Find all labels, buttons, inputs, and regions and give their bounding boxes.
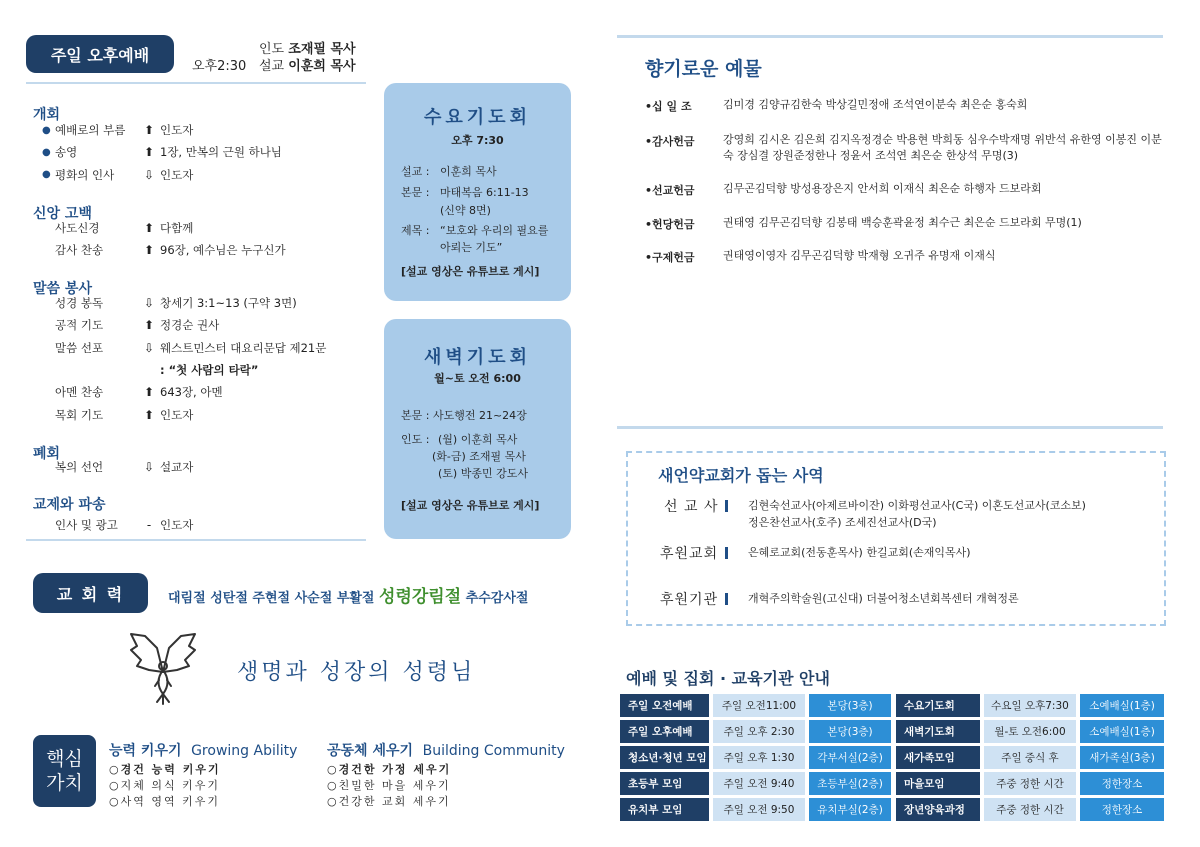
church-calendar-seasons: [168, 582, 528, 607]
missionary-line-2: 정은찬선교사(호주) 조세진선교사(D국): [748, 516, 937, 529]
missionary-line-1: 김현숙선교사(아제르바이잔) 이화평선교사(C국) 이혼도선교사(코소보): [748, 499, 1086, 512]
dash-icon: -: [146, 518, 152, 532]
schedule-time: 주일 오전 9:50: [713, 798, 805, 821]
order-row: [0, 167, 370, 183]
schedule-time: 주중 정한 시간: [984, 772, 1076, 795]
dawn-title: 새벽기도회: [424, 347, 531, 368]
order-value: 창세기 3:1~13 (구약 3면): [160, 296, 297, 310]
label-bar: [725, 547, 728, 559]
offering-names: 강영희 김시온 김은희 김지옥정경순 박용현 박희동 심우수박재명 위반석 유한영 이봉진 이분숙 장심결 장원준정한나 정윤서 조석연 최은순 한상석 무명(3): [723, 133, 1162, 162]
wednesday-subject-1: “보호와 우리의 필요를: [440, 224, 549, 237]
schedule-place: 각부서실(2층): [809, 746, 891, 769]
missionary-label: 선 교 사: [664, 499, 719, 515]
order-row: [0, 220, 370, 236]
service-title-pill: 주일 오후예배: [26, 35, 174, 73]
leader-role: 인도: [259, 42, 285, 57]
schedule-place: 소예배실(1층): [1080, 720, 1164, 743]
schedule-time: 주중 정한 시간: [984, 798, 1076, 821]
schedule-name: 유치부 모임: [620, 798, 709, 821]
order-item: 아멘 찬송: [55, 385, 104, 400]
core-col1-heading: [109, 740, 297, 760]
core-col2-item: ○친밀한 마을 세우기: [327, 779, 451, 792]
order-row: [0, 362, 370, 378]
order-value: 인도자: [160, 518, 194, 532]
order-row: [0, 407, 370, 423]
dawn-prayer-box: [384, 319, 571, 539]
order-value: 설교자: [160, 460, 194, 474]
dawn-leader-2: (화-금) 조재필 목사: [432, 450, 526, 463]
calendar-theme: 생명과 성장의 성령님: [237, 660, 476, 685]
schedule-place: 본당(3층): [809, 720, 891, 743]
dawn-note: [설교 영상은 유튜브로 게시]: [401, 499, 540, 512]
divider: [26, 539, 366, 541]
schedule-name: 청소년·청년 모임: [620, 746, 709, 769]
order-row: [0, 144, 370, 160]
org-label: 후원기관: [660, 592, 719, 608]
dove-icon: [127, 628, 199, 706]
schedule-time: 월-토 오전6:00: [984, 720, 1076, 743]
schedule-time: 주일 오후 2:30: [713, 720, 805, 743]
dawn-time: 월~토 오전 6:00: [434, 372, 521, 385]
divider: [617, 426, 1163, 429]
wednesday-prayer-box: [384, 83, 571, 301]
divider: [26, 82, 366, 84]
divider: [617, 35, 1163, 38]
schedule-place: 유치부실(2층): [809, 798, 891, 821]
ministry-box-left-edge: [626, 451, 628, 626]
label-bar: [725, 500, 728, 512]
core-col1-item: ○사역 영역 키우기: [109, 795, 220, 808]
dawn-leader-label: 인도 :: [401, 433, 430, 446]
order-row: [0, 317, 370, 333]
church-calendar-pill: 교 회 력: [33, 573, 148, 613]
wednesday-title: 수요기도회: [424, 107, 531, 128]
offering-names: 김무곤김덕향 방성용장은지 안서희 이재식 최은순 하행자 드보라회: [723, 182, 1042, 195]
schedule-name: 새가족모임: [896, 746, 980, 769]
stand-arrow-icon: ⬆: [143, 385, 155, 400]
schedule-place: 소예배실(1층): [1080, 694, 1164, 717]
schedule-place: 본당(3층): [809, 694, 891, 717]
wednesday-text: 마태복음 6:11-13: [440, 186, 529, 199]
core-col1-en: Growing Ability: [191, 743, 298, 759]
order-item: 말씀 선포: [55, 340, 104, 355]
schedule-name: 새벽기도회: [896, 720, 980, 743]
bullet-icon: ●: [42, 146, 51, 158]
wednesday-text-label: 본문 :: [401, 186, 430, 199]
order-value: 96장, 예수님은 누구신가: [160, 243, 286, 258]
stand-arrow-icon: ⬆: [143, 407, 155, 422]
schedule-name: 수요기도회: [896, 694, 980, 717]
order-row: [0, 340, 370, 356]
core-col1-item: ○지체 의식 키우기: [109, 779, 220, 792]
order-value: 인도자: [160, 407, 194, 422]
calendar-last: 추수감사절: [465, 591, 529, 606]
core-col2-en: Building Community: [422, 743, 565, 759]
schedule-title: 예배 및 집회 · 교육기관 안내: [626, 669, 830, 688]
dawn-leader-1: (월) 이훈희 목사: [438, 433, 518, 446]
order-row: [0, 242, 370, 258]
wednesday-subject-2: 아뢰는 기도”: [440, 241, 503, 254]
sit-arrow-icon: ⇩: [143, 296, 155, 310]
order-value: 인도자: [160, 167, 194, 182]
wednesday-preacher-label: 설교 :: [401, 165, 430, 178]
core-col2-item: ○경건한 가정 세우기: [327, 763, 452, 776]
preacher-role: 설교: [259, 59, 285, 74]
order-item: 사도신경: [55, 221, 100, 235]
order-item: 목회 기도: [55, 407, 104, 422]
schedule-place: 정한장소: [1080, 772, 1164, 795]
order-item: 복의 선언: [55, 460, 104, 474]
core-col2-heading: [327, 740, 565, 760]
offering-label: •선교헌금: [645, 184, 695, 197]
stand-arrow-icon: ⬆: [143, 243, 155, 258]
order-item: 성경 봉독: [55, 296, 104, 310]
stand-arrow-icon: ⬆: [143, 318, 155, 333]
sit-arrow-icon: ⇩: [143, 340, 155, 355]
core-col1-title: 능력 키우기: [109, 743, 182, 759]
calendar-seasons: 대림절 성탄절 주현절 사순절 부활절: [168, 591, 375, 606]
order-value: 정경순 권사: [160, 318, 220, 333]
schedule-time: 주일 오전11:00: [713, 694, 805, 717]
stand-arrow-icon: ⬆: [143, 221, 155, 235]
schedule-place: 새가족실(3층): [1080, 746, 1164, 769]
core-col2-item: ○건강한 교회 세우기: [327, 795, 451, 808]
offering-label: •감사헌금: [645, 135, 695, 148]
schedule-time: 주일 중식 후: [984, 746, 1076, 769]
offering-label: •헌당헌금: [645, 218, 695, 231]
section-title: 교제와 파송: [33, 497, 106, 513]
order-item: 예배로의 부름: [55, 123, 126, 137]
core-label-2: 가치: [46, 772, 83, 794]
calendar-current: 성령강림절: [379, 587, 462, 607]
order-row: [0, 384, 370, 400]
dawn-leader-3: (토) 박종민 강도사: [438, 467, 528, 480]
order-item: 공적 기도: [55, 318, 104, 333]
offering-names: 권태영 김무곤김덕향 김봉태 백승훈곽윤정 최수근 최은순 드보라회 무명(1): [723, 216, 1082, 229]
order-value: 웨스트민스터 대요리문답 제21문: [160, 340, 327, 355]
wednesday-note: [설교 영상은 유튜브로 게시]: [401, 265, 540, 278]
core-col2-title: 공동체 세우기: [327, 743, 414, 759]
order-item: 송영: [55, 145, 78, 160]
order-value: 643장, 아멘: [160, 385, 223, 400]
order-row: [0, 295, 370, 311]
section-title: 말씀 봉사: [33, 281, 92, 297]
service-preacher: [259, 55, 356, 74]
order-row: [0, 122, 370, 138]
schedule-time: 수요일 오후7:30: [984, 694, 1076, 717]
sit-arrow-icon: ⇩: [143, 167, 155, 182]
schedule-name: 주일 오후예배: [620, 720, 709, 743]
wednesday-preacher: 이훈희 목사: [440, 165, 497, 178]
offering-names: 권태영이영자 김무곤김덕향 박재형 오귀주 유명재 이재식: [723, 249, 996, 262]
church-label: 후원교회: [660, 546, 719, 562]
dawn-text: 본문 : 사도행전 21~24장: [401, 409, 527, 422]
wednesday-time: 오후 7:30: [451, 134, 504, 147]
schedule-time: 주일 오후 1:30: [713, 746, 805, 769]
service-time: 오후2:30: [192, 59, 247, 74]
order-value: 인도자: [160, 123, 194, 137]
schedule-time: 주일 오전 9:40: [713, 772, 805, 795]
schedule-name: 주일 오전예배: [620, 694, 709, 717]
schedule-name: 장년양육과정: [896, 798, 980, 821]
sit-arrow-icon: ⇩: [143, 460, 155, 474]
ministry-title: 새언약교회가 돕는 사역: [658, 466, 824, 485]
offering-names: 김미경 김양규김한숙 박상길민정애 조석연이분숙 최은순 홍숙희: [723, 98, 1028, 111]
schedule-name: 초등부 모임: [620, 772, 709, 795]
offering-label: •십 일 조: [645, 100, 692, 113]
wednesday-subject-label: 제목 :: [401, 224, 430, 237]
leader-name: 조재필 목사: [288, 42, 356, 57]
order-item: 감사 찬송: [55, 243, 104, 258]
bullet-icon: ●: [42, 169, 51, 181]
wednesday-text-ref: (신약 8면): [440, 204, 491, 217]
schedule-name: 마을모임: [896, 772, 980, 795]
preacher-name: 이훈희 목사: [288, 59, 356, 74]
schedule-place: 정한장소: [1080, 798, 1164, 821]
core-values-pill: [33, 735, 96, 807]
stand-arrow-icon: ⬆: [143, 123, 155, 137]
core-label-1: 핵심: [46, 748, 83, 770]
schedule-place: 초등부실(2층): [809, 772, 891, 795]
bullet-icon: ●: [42, 124, 51, 136]
section-title: 개회: [33, 107, 61, 123]
support-church: 은혜로교회(전동훈목사) 한길교회(손재익목사): [748, 546, 971, 559]
section-title: 신앙 고백: [33, 206, 92, 222]
section-title: 폐회: [33, 446, 61, 462]
order-row: [0, 459, 370, 475]
order-value: 1장, 만복의 근원 하나님: [160, 145, 282, 160]
core-col1-item: ○경건 능력 키우기: [109, 763, 221, 776]
order-item: 인사 및 광고: [55, 518, 118, 532]
order-item: 평화의 인사: [55, 167, 115, 182]
label-bar: [725, 593, 728, 605]
offering-label: •구제헌금: [645, 251, 695, 264]
support-org: 개혁주의학술원(고신대) 더불어청소년회복센터 개혁정론: [748, 592, 1019, 605]
order-row: [0, 517, 370, 533]
order-value: : “첫 사람의 타락”: [160, 362, 259, 377]
order-value: 다함께: [160, 221, 194, 235]
offering-title: 향기로운 예물: [645, 58, 762, 80]
stand-arrow-icon: ⬆: [143, 145, 155, 160]
